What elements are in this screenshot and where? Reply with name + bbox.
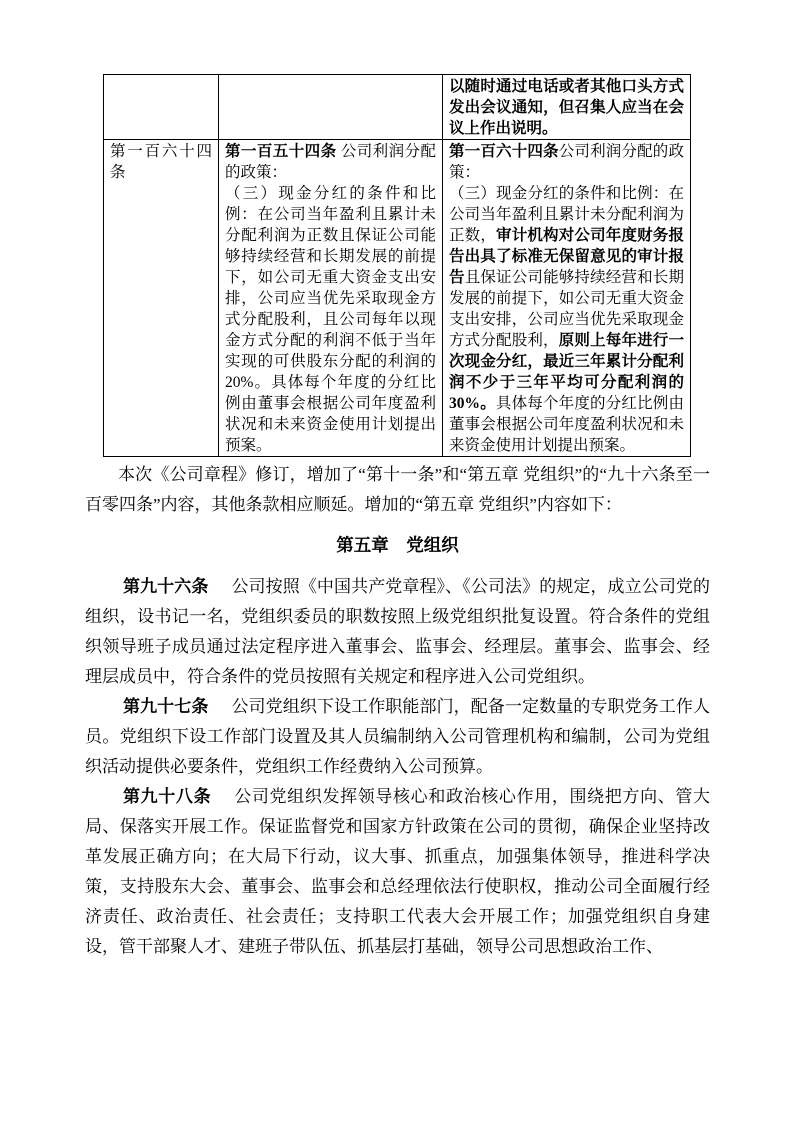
article-96-paragraph: [85, 572, 710, 692]
cell-article-number-empty: [104, 75, 219, 140]
article-98-term: 第九十八条: [123, 787, 212, 806]
amended-clause-seg4-bold: 原则上每年进行一次现金分红，最近三年累计分配利润不少于三年平均可分配利润的 30%。: [449, 332, 684, 412]
cell-article-number: [104, 140, 219, 457]
article-98-text: 公司党组织发挥领导核心和政治核心作用，围绕把方向、管大局、保落实开展工作。保证监督党和国家方针政策在公司的贯彻，确保企业坚持改革发展正确方向；在大局下行动，议大事、抓重点，加强集体领导，推进科学决策，支持股东大会、董事会、监事会和总经理依法行使职权，推动公司全面履行经济责任、政治责任、社会责任；支持职工代表大会开展工作；加强党组织自身建设，管干部聚人才、建班子带队伍、抓基层打基础，领导公司思想政治工作、: [85, 787, 711, 956]
article-97-paragraph: [85, 692, 710, 782]
cell-original-text-empty: [219, 75, 443, 140]
original-article-term: 第一百五十四条: [225, 143, 337, 160]
amended-title-line: [449, 141, 684, 183]
article-96-text: 公司按照《中国共产党章程》、《公司法》的规定，成立公司党的组织，设书记一名，党组织委员的职数按照上级党组织批复设置。符合条件的党组织领导班子成员通过法定程序进入董事会、监事会、经理层。董事会、监事会、经理层成员中，符合条件的党员按照有关规定和程序进入公司党组织。: [85, 577, 711, 686]
amended-article-term: 第一百六十四条: [449, 143, 559, 160]
table-row-article-164: [104, 140, 691, 457]
page-content: [85, 0, 710, 962]
amended-notice-text: [449, 76, 684, 139]
cell-original-text: [219, 140, 443, 457]
table-row-notice-continuation: [104, 75, 691, 140]
original-clause-paragraph: [225, 183, 436, 456]
amended-clause-seg1: （三）现金分红的条件和比例：在公司当年盈利且累计未分配利润为正数，: [449, 185, 684, 244]
amended-title-rest: 公司利润分配的政策：: [449, 143, 684, 181]
intro-paragraph: 本次《公司章程》修订，增加了“第十一条”和“第五章 党组织”的“九十六条至一百零四条”内容，其他条款相应顺延。增加的“第五章 党组织”内容如下：: [85, 465, 710, 514]
cell-amended-text: [443, 140, 691, 457]
amended-notice-bold-run: 以随时通过电话或者其他口头方式发出会议通知，但召集人应当在会议上作出说明。: [449, 78, 684, 137]
chapter-heading: 第五章 党组织: [336, 535, 459, 555]
article-97-term: 第九十七条: [123, 697, 209, 716]
original-title-rest: 公司利润分配的政策：: [225, 143, 436, 181]
original-title-line: [225, 141, 436, 183]
article-97-text: 公司党组织下设工作职能部门，配备一定数量的专职党务工作人员。党组织下设工作部门设置及其人员编制纳入公司管理机构和编制，公司为党组织活动提供必要条件，党组织工作经费纳入公司预算。: [85, 697, 710, 776]
amendment-comparison-table: [103, 74, 691, 457]
original-clause-text: （三）现金分红的条件和比例：在公司当年盈利且累计未分配利润为正数且保证公司能够持续经营和长期发展的前提下，如公司无重大资金支出安排，公司应当优先采取现金方式分配股利，且公司每年以现金方式分配的利润不低于当年实现的可供股东分配的利润的 20%。具体每个年度的分红比例由董事会根据公司年度盈利状况和未来资金使用计划提出预案。: [225, 185, 436, 454]
amended-clause-seg5: 具体每个年度的分红比例由董事会根据公司年度盈利状况和未来资金使用计划提出预案。: [449, 395, 684, 454]
amended-clause-seg2-bold: 审计机构对公司年度财务报告出具了标准无保留意见的审计报告: [449, 227, 684, 286]
cell-amended-text: [443, 75, 691, 140]
amended-clause-paragraph: [449, 183, 684, 456]
amended-clause-seg3: 且保证公司能够持续经营和长期发展的前提下，如公司无重大资金支出安排，公司应当优先采取现金方式分配股利，: [449, 269, 684, 349]
article-96-term: 第九十六条: [123, 577, 209, 596]
article-98-paragraph: [85, 782, 710, 962]
article-number-label: 第一百六十四条: [110, 143, 212, 181]
